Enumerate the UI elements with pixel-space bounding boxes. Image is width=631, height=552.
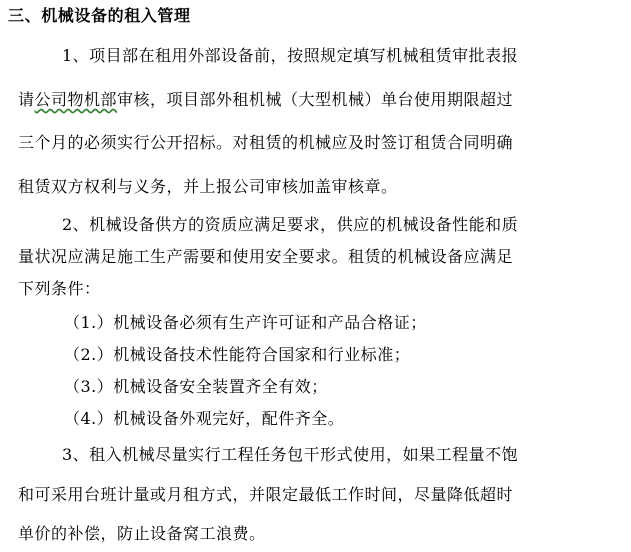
paragraph-1-line-2-start: 请 — [18, 90, 35, 109]
paragraph-3-line-2: 和可采用台班计量或月租方式，并限定最低工作时间，尽量降低超时 — [18, 485, 514, 504]
paragraph-2-line-3: 下列条件： — [18, 279, 101, 298]
department-name: 公司物机部 — [34, 90, 118, 109]
condition-item-1: （1.）机械设备必须有生产许可证和产品合格证； — [64, 313, 427, 332]
section-heading: 三、机械设备的租入管理 — [8, 6, 191, 25]
condition-item-3: （3.）机械设备安全装置齐全有效； — [64, 377, 328, 396]
paragraph-2-line-2: 量状况应满足施工生产需要和使用安全要求。租赁的机械设备应满足 — [18, 247, 514, 266]
paragraph-1-line-3: 三个月的必须实行公开招标。对租赁的机械应及时签订租赁合同明确 — [18, 133, 514, 152]
paragraph-1-line-2-rest: 审核，项目部外租机械（大型机械）单台使用期限超过 — [117, 90, 514, 109]
paragraph-2-line-1: 2、机械设备供方的资质应满足要求，供应的机械设备性能和质 — [62, 215, 519, 234]
paragraph-1-line-1: 1、项目部在租用外部设备前，按照规定填写机械租赁审批表报 — [62, 46, 519, 65]
condition-item-4: （4.）机械设备外观完好，配件齐全。 — [64, 409, 345, 428]
condition-item-2: （2.）机械设备技术性能符合国家和行业标准； — [64, 345, 411, 364]
paragraph-3-line-1: 3、租入机械尽量实行工程任务包干形式使用，如果工程量不饱 — [62, 445, 519, 464]
paragraph-3-line-3: 单价的补偿，防止设备窝工浪费。 — [18, 524, 266, 543]
paragraph-1-line-2 — [18, 90, 604, 110]
paragraph-1-line-4: 租赁双方权利与义务，并上报公司审核加盖审核章。 — [18, 177, 398, 196]
